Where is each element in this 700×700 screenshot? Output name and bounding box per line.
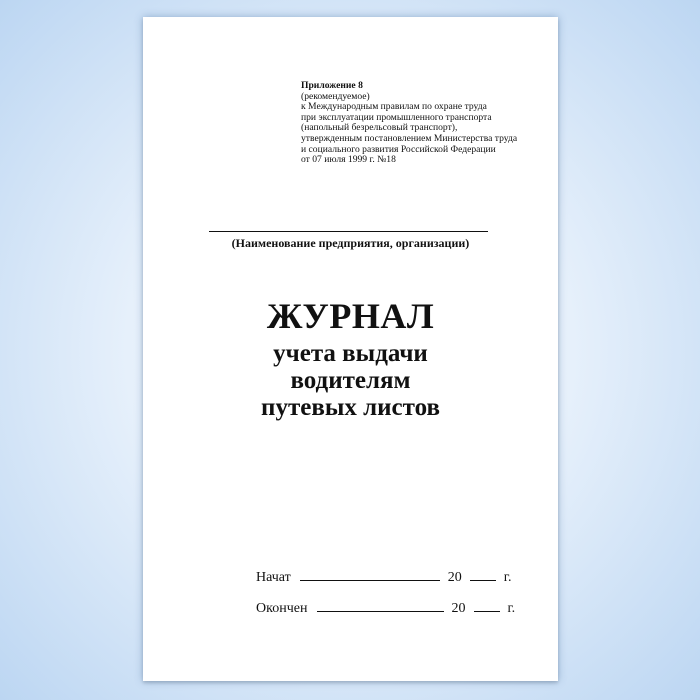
finished-date-row [256,600,515,617]
organization-name-line [209,231,488,232]
appendix-line: (напольный безрельсовый транспорт), [301,122,458,134]
subtitle-line: водителям [290,367,411,394]
organization-name-caption: (Наименование предприятия, организации) [231,236,470,250]
started-year-blank [470,569,496,581]
journal-title: ЖУРНАЛ [266,296,435,336]
journal-subtitle [143,340,558,421]
subtitle-line: путевых листов [261,394,440,421]
subtitle-line: учета выдачи [273,340,428,367]
appendix-line: (рекомендуемое) [301,90,370,102]
started-year-prefix: 20 [447,570,462,585]
finished-year-prefix: 20 [451,601,466,616]
appendix-line: при эксплуатации промышленного транспорта [301,111,492,123]
finished-year-blank [474,600,500,612]
finished-label: Окончен [256,601,308,616]
appendix-line: утвержденным постановлением Министерства труда [301,132,518,144]
appendix-line: к Международным правилам по охране труда [301,101,487,113]
journal-cover-page [143,17,558,681]
appendix-note [301,81,541,166]
started-year-suffix: г. [503,570,512,585]
appendix-line: и социального развития Российской Федерации [301,143,496,155]
appendix-line: от 07 июля 1999 г. №18 [301,154,396,166]
finished-date-blank [317,600,444,612]
started-label: Начат [256,570,291,585]
started-date-row [256,569,511,586]
finished-year-suffix: г. [507,601,516,616]
started-date-blank [300,569,440,581]
appendix-line: Приложение 8 [301,80,363,91]
